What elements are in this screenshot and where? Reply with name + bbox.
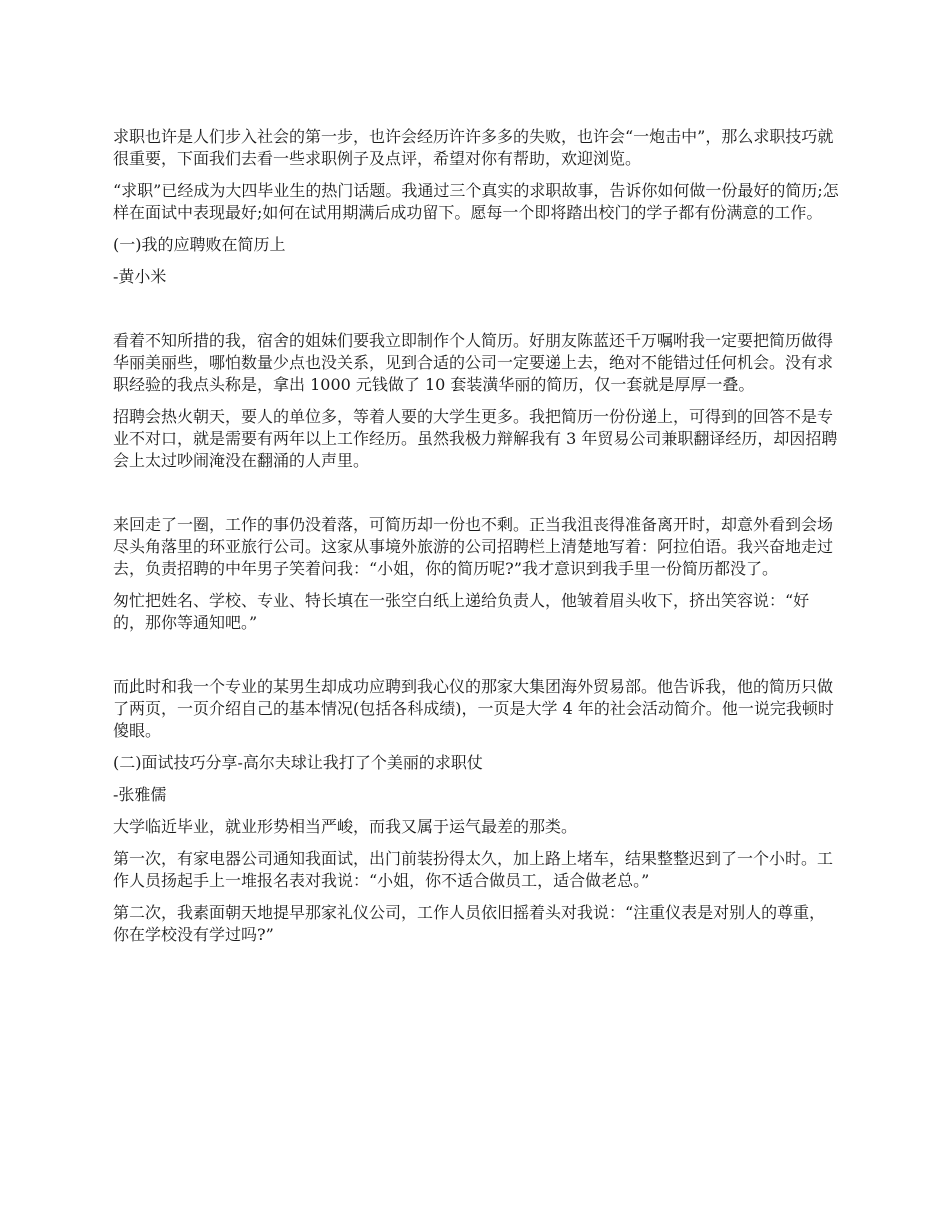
body-paragraph: 第二次，我素面朝天地提早那家礼仪公司，工作人员依旧摇着头对我说：“注重仪表是对别人的尊重，你在学校没有学过吗?” [113,903,826,944]
document-body [113,126,841,956]
blank-spacer [113,298,841,330]
section-heading-1: (一)我的应聘败在简历上 [113,235,286,254]
body-paragraph: 大学临近毕业，就业形势相当严峻，而我又属于运气最差的那类。 [113,817,578,836]
intro-paragraph-2: “求职”已经成为大四毕业生的热门话题。我通过三个真实的求职故事，告诉你如何做一份最好的简历;怎样在面试中表现最好;如何在试用期满后成功留下。愿每一个即将踏出校门的学子都有份满意的工作。 [113,181,839,222]
blank-spacer [113,644,841,676]
body-paragraph: 看着不知所措的我，宿舍的姐妹们要我立即制作个人简历。好朋友陈蓝还千万嘱咐我一定要把简历做得华丽美丽些，哪怕数量少点也没关系，见到合适的公司一定要递上去，绝对不能错过任何机会。没有求职经验的我点头称是，拿出 1000 元钱做了 10 套装潢华丽的简历，仅一套就是厚厚一叠。 [113,331,834,394]
intro-paragraph: 求职也许是人们步入社会的第一步，也许会经历许许多多的失败，也许会“一炮击中”，那么求职技巧就很重要，下面我们去看一些求职例子及点评，希望对你有帮助，欢迎浏览。 [113,127,834,168]
body-paragraph: 匆忙把姓名、学校、专业、特长填在一张空白纸上递给负责人，他皱着眉头收下，挤出笑容说：“好的，那你等通知吧。” [113,591,810,632]
body-paragraph: 而此时和我一个专业的某男生却成功应聘到我心仪的那家大集团海外贸易部。他告诉我，他的简历只做了两页，一页介绍自己的基本情况(包括各科成绩)，一页是大学 4 年的社会活动简介。他一说完我顿时傻眼。 [113,677,834,740]
section-heading-2: (二)面试技巧分享-高尔夫球让我打了个美丽的求职仗 [113,753,483,772]
author-line-2: -张雅儒 [113,785,167,804]
blank-spacer [113,482,841,514]
body-paragraph: 来回走了一圈，工作的事仍没着落，可简历却一份也不剩。正当我沮丧得准备离开时，却意外看到会场尽头角落里的环亚旅行公司。这家从事境外旅游的公司招聘栏上清楚地写着：阿拉伯语。我兴奋地走过去，负责招聘的中年男子笑着问我：“小姐，你的简历呢?”我才意识到我手里一份简历都没了。 [113,515,834,578]
body-paragraph: 招聘会热火朝天，要人的单位多，等着人要的大学生更多。我把简历一份份递上，可得到的回答不是专业不对口，就是需要有两年以上工作经历。虽然我极力辩解我有 3 年贸易公司兼职翻译经历，却因招聘会上太过吵闹淹没在翻涌的人声里。 [113,407,838,470]
body-paragraph: 第一次，有家电器公司通知我面试，出门前装扮得太久，加上路上堵车，结果整整迟到了一个小时。工作人员扬起手上一堆报名表对我说：“小姐，你不适合做员工，适合做老总。” [113,849,834,890]
author-line-1: -黄小米 [113,267,167,286]
